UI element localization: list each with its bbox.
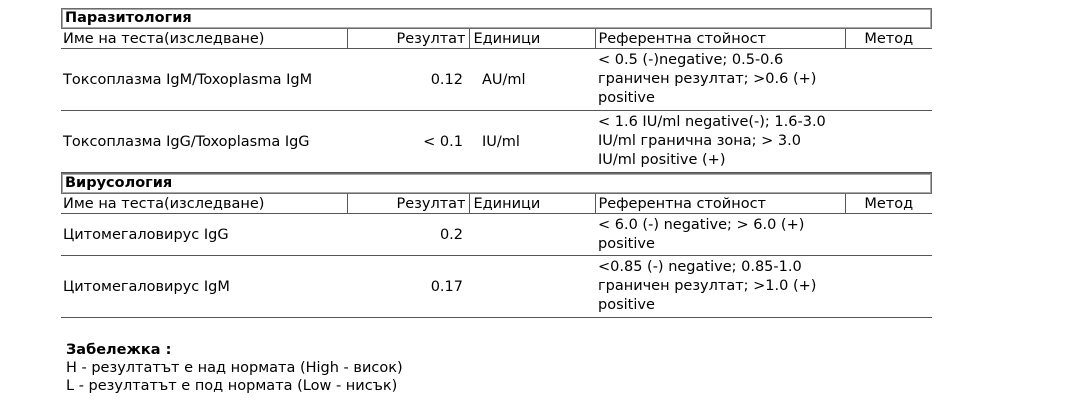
table-row <box>61 49 932 111</box>
test-name: Цитомегаловирус IgG <box>61 214 347 256</box>
col-header-units: Единици <box>469 29 595 49</box>
reference-line: IU/ml гранична зона; > 3.0 <box>598 133 801 149</box>
test-units <box>469 256 595 318</box>
test-result: 0.17 <box>347 256 469 318</box>
test-reference <box>595 214 845 256</box>
note-line-high: H - резултатът е над нормата (High - висок) <box>66 360 403 376</box>
results-table <box>61 194 932 318</box>
test-method <box>845 111 932 173</box>
test-reference <box>595 111 845 173</box>
test-name: Цитомегаловирус IgM <box>61 256 347 318</box>
col-header-method: Метод <box>845 29 932 49</box>
reference-line: граничен резултат; >1.0 (+) <box>598 278 817 294</box>
col-header-name: Име на теста(изследване) <box>61 29 347 49</box>
col-header-result: Резултат <box>347 194 469 214</box>
results-table <box>61 29 932 173</box>
reference-line: positive <box>598 90 655 106</box>
test-result: < 0.1 <box>347 111 469 173</box>
test-units: IU/ml <box>469 111 595 173</box>
table-row <box>61 214 932 256</box>
col-header-reference: Референтна стойност <box>595 29 845 49</box>
test-units <box>469 214 595 256</box>
reference-line: < 6.0 (-) negative; > 6.0 (+) <box>598 216 805 233</box>
reference-line: граничен резултат; >0.6 (+) <box>598 71 817 87</box>
legend-note <box>66 341 403 395</box>
note-line-low: L - резултатът е под нормата (Low - нисък) <box>66 378 398 394</box>
reference-line: < 1.6 IU/ml negative(-); 1.6-3.0 <box>598 114 826 130</box>
test-reference <box>595 49 845 111</box>
col-header-result: Резултат <box>347 29 469 49</box>
test-reference <box>595 256 845 318</box>
test-method <box>845 214 932 256</box>
reference-line: < 0.5 (-)negative; 0.5-0.6 <box>598 52 784 68</box>
col-header-reference: Референтна стойност <box>595 194 845 214</box>
section-title: Паразитология <box>61 8 932 29</box>
table-header-row <box>61 194 932 214</box>
section-title: Вирусология <box>61 173 932 194</box>
reference-line: positive <box>598 297 655 313</box>
test-method <box>845 49 932 111</box>
col-header-method: Метод <box>845 194 932 214</box>
reference-line: <0.85 (-) negative; 0.85-1.0 <box>598 259 802 275</box>
test-name: Токсоплазма IgM/Toxoplasma IgM <box>61 49 347 111</box>
table-header-row <box>61 29 932 49</box>
test-result: 0.12 <box>347 49 469 111</box>
test-name: Токсоплазма IgG/Toxoplasma IgG <box>61 111 347 173</box>
table-row <box>61 256 932 318</box>
reference-line: positive <box>598 235 655 252</box>
col-header-name: Име на теста(изследване) <box>61 194 347 214</box>
test-result: 0.2 <box>347 214 469 256</box>
reference-line: IU/ml positive (+) <box>598 152 726 168</box>
note-title: Забележка : <box>66 342 172 358</box>
test-method <box>845 256 932 318</box>
table-row <box>61 111 932 173</box>
col-header-units: Единици <box>469 194 595 214</box>
test-units: AU/ml <box>469 49 595 111</box>
